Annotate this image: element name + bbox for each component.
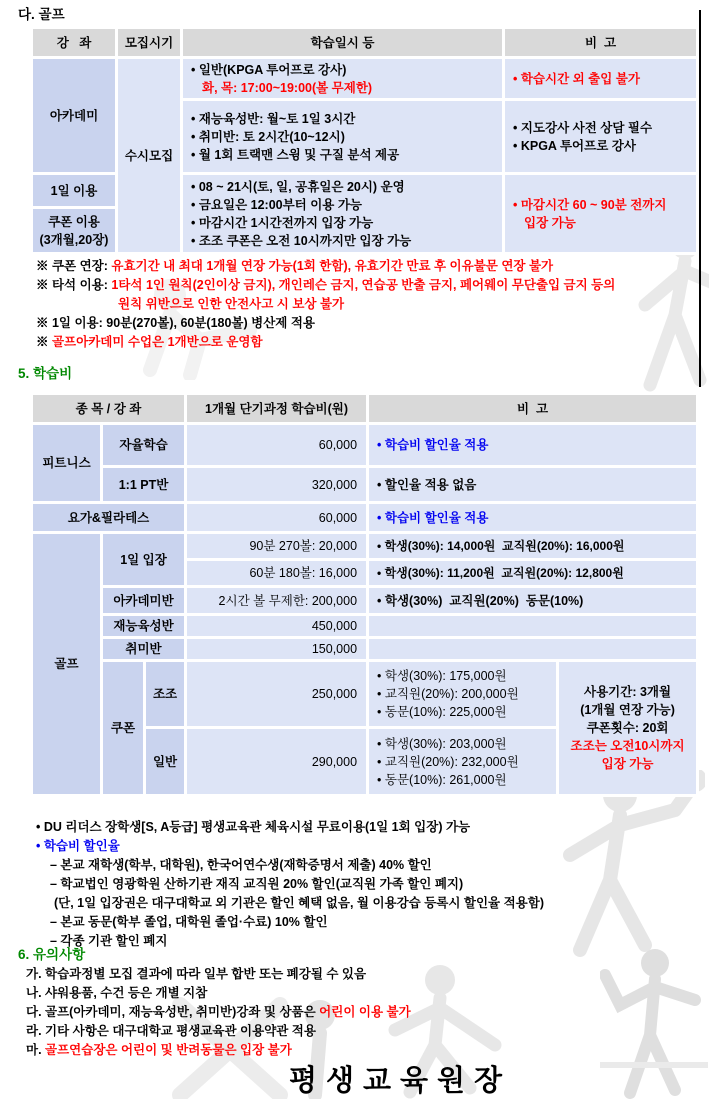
t2-hobby-label: 취미반 [102,638,186,661]
note-red-text: 골프아카데미 수업은 1개반으로 운영함 [51,335,263,349]
t2-academy-label: 아카데미반 [102,587,186,615]
note-line-red: 입장 가능 [524,215,576,230]
t2-coupon-general-discounts [368,728,558,796]
coupon-info-line-red: 입장 가능 [601,757,654,771]
t2-talent-label: 재능육성반 [102,615,186,638]
t2-yoga-note: • 학습비 할인율 적용 [368,503,698,533]
t2-coupon-early-discounts [368,661,558,728]
note-line [36,295,696,314]
discount-line: • 학생(30%): 175,000원 [377,669,507,683]
t2-hobby-note-empty [368,638,698,661]
t2-header-note: 비 고 [368,394,698,424]
note-text: ※ 1일 이용: 90분(270볼), 60분(180볼) 병산제 적용 [36,316,315,330]
note-red-text: 유효기간 내 최대 1개월 연장 가능(1회 한함), 유효기간 만료 후 이유불문 연장 불가 [111,259,554,273]
t2-hobby-fee: 150,000 [186,638,368,661]
fee-table [30,392,699,797]
t2-self-note: • 학습비 할인율 적용 [368,424,698,467]
schedule-line: • 취미반: 토 2시간(10~12시) [191,129,345,144]
note-line [36,257,696,276]
t1-academy-classes-schedule [182,100,504,174]
t1-daily-label: 1일 이용 [32,174,117,208]
caution-line [26,984,698,1003]
caution-text: 다. 골프(아카데미, 재능육성반, 취미반)강좌 및 상품은 [26,1005,320,1019]
t2-pt-note: • 할인율 적용 없음 [368,467,698,503]
t2-self-fee: 60,000 [186,424,368,467]
note-subline: (단, 1일 입장권은 대구대학교 외 기관은 할인 혜택 없음, 월 이용강습 등록시 할인율 적용함) [54,896,544,910]
t2-coupon-general-label: 일반 [145,728,186,796]
section-caution [18,943,698,1060]
schedule-line-red: 화, 목: 17:00~19:00(볼 무제한) [202,80,373,95]
t2-coupon-label: 쿠폰 [102,661,145,796]
note-line [36,276,696,295]
t2-header-fee: 1개월 단기과정 학습비(원) [186,394,368,424]
t2-pt-label: 1:1 PT반 [102,467,186,503]
t1-shared-schedule [182,174,504,254]
note-subline: – 본교 동문(학부 졸업, 대학원 졸업·수료) 10% 할인 [50,915,328,929]
schedule-line: • 일반(KPGA 투어프로 강사) [191,62,347,77]
t1-coupon-label [32,208,117,254]
note-prefix: ※ [36,335,52,349]
note-line [36,314,696,333]
t2-header-course: 종 목 / 강 좌 [32,394,186,424]
discount-line: • 동문(10%): 225,000원 [377,705,507,719]
caution-text: 마. [26,1043,46,1057]
note-prefix: ※ 쿠폰 연장: [36,259,112,273]
t2-yoga-label: 요가&필라테스 [32,503,186,533]
t2-coupon-general-fee: 290,000 [186,728,368,796]
t2-talent-note-empty [368,615,698,638]
footer-signature: 평생교육원장 [288,1065,512,1097]
note-subline: – 각종 기관 할인 폐지 [50,934,168,948]
note-red-text: 1타석 1인 원칙(2인이상 금지), 개인레슨 금지, 연습공 반출 금지, 페어웨이 무단출입 금지 등의 [111,278,616,292]
schedule-line: • 재능육성반: 월~토 1일 3시간 [191,111,356,126]
note-line-blue: • 학습비 할인율 [36,839,120,853]
t1-academy-general-schedule [182,58,504,100]
t2-fitness-label: 피트니스 [32,424,102,503]
note-line-red: • 마감시간 60 ~ 90분 전까지 [513,197,667,212]
t2-daily-label: 1일 입장 [102,533,186,587]
t1-header-schedule: 학습일시 등 [182,28,504,58]
schedule-line: • 마감시간 1시간전까지 입장 가능 [191,215,374,230]
caution-text: 라. 기타 사항은 대구대학교 평생교육관 이용약관 적용 [26,1024,316,1038]
t2-coupon-info [558,661,698,796]
caution-red-text: 골프연습장은 어린이 및 반려동물은 입장 불가 [45,1043,292,1057]
t2-coupon-early-fee: 250,000 [186,661,368,728]
t2-daily60-fee: 60분 180볼: 16,000 [186,560,368,587]
t1-recruit-cell: 수시모집 [117,58,182,254]
caution-list [18,965,698,1060]
coupon-info-line-red: 조조는 오전10시까지 [570,739,685,753]
note-prefix: ※ 타석 이용: [36,278,112,292]
discount-line: • 동문(10%): 261,000원 [377,772,507,787]
t2-yoga-fee: 60,000 [186,503,368,533]
note-line: • DU 리더스 장학생[S, A등급] 평생교육관 체육시설 무료이용(1일 1회 입장) 가능 [36,820,471,834]
caution-line [26,965,698,984]
t1-academy-classes-note [504,100,698,174]
t2-talent-fee: 450,000 [186,615,368,638]
t2-pt-fee: 320,000 [186,467,368,503]
note-line [36,333,696,352]
schedule-line: • 금요일은 12:00부터 이용 가능 [191,197,362,212]
golf-schedule-table [30,26,699,255]
coupon-label-line: (3개월,20장) [39,232,109,247]
schedule-line: • 월 1회 트랙맨 스윙 및 구질 분석 제공 [191,147,400,162]
note-line: • 지도강사 사전 상담 필수 [513,120,653,135]
caution-text: 가. 학습과정별 모집 결과에 따라 일부 합반 또는 폐강될 수 있음 [26,967,367,981]
page-edge-line [699,10,701,387]
coupon-label-line: 쿠폰 이용 [48,214,100,229]
schedule-line: • 조조 쿠폰은 오전 10시까지만 입장 가능 [191,233,412,248]
coupon-info-line: (1개월 연장 가능) [580,703,675,717]
t2-self-label: 자율학습 [102,424,186,467]
discount-line: • 학생(30%): 203,000원 [377,736,507,751]
t1-header-period: 모집시기 [117,28,182,58]
coupon-info-line: 사용기간: 3개월 [584,685,672,699]
golf-notes [36,257,696,352]
note-line: • KPGA 투어프로 강사 [513,138,636,153]
t2-golf-label: 골프 [32,533,102,796]
t2-daily90-note: • 학생(30%): 14,000원 교직원(20%): 16,000원 [368,533,698,560]
t2-academy-note: • 학생(30%) 교직원(20%) 동문(10%) [368,587,698,615]
fee-notes [36,818,696,951]
t2-coupon-early-label: 조조 [145,661,186,728]
discount-line: • 교직원(20%): 200,000원 [377,687,519,701]
note-subline: – 학교법인 영광학원 산하기관 재직 교직원 20% 할인(교직원 가족 할인 폐지) [50,877,464,891]
caution-line [26,1003,698,1022]
caution-text: 나. 샤워용품, 수건 등은 개별 지참 [26,986,208,1000]
coupon-info-line: 쿠폰횟수: 20회 [586,721,669,735]
t2-daily60-note: • 학생(30%): 11,200원 교직원(20%): 12,800원 [368,560,698,587]
t2-daily90-fee: 90분 270볼: 20,000 [186,533,368,560]
t1-shared-note [504,174,698,254]
t1-academy-general-note: • 학습시간 외 출입 불가 [504,58,698,100]
t1-academy-label: 아카데미 [32,58,117,174]
schedule-line: • 08 ~ 21시(토, 일, 공휴일은 20시) 운영 [191,179,405,194]
discount-line: • 교직원(20%): 232,000원 [377,754,519,769]
caution-red-text: 어린이 이용 불가 [319,1005,411,1019]
t2-academy-fee: 2시간 볼 무제한: 200,000 [186,587,368,615]
t1-header-note: 비 고 [504,28,698,58]
caution-line [26,1022,698,1041]
section-fee-title: 5. 학습비 [18,366,73,381]
section-golf-title: 다. 골프 [18,7,65,22]
t1-header-course: 강 좌 [32,28,117,58]
note-red-text: 원칙 위반으로 인한 안전사고 시 보상 불가 [118,297,345,311]
section-caution-title: 6. 유의사항 [18,947,86,962]
note-subline: – 본교 재학생(학부, 대학원), 한국어연수생(재학증명서 제출) 40% 할인 [50,858,432,872]
